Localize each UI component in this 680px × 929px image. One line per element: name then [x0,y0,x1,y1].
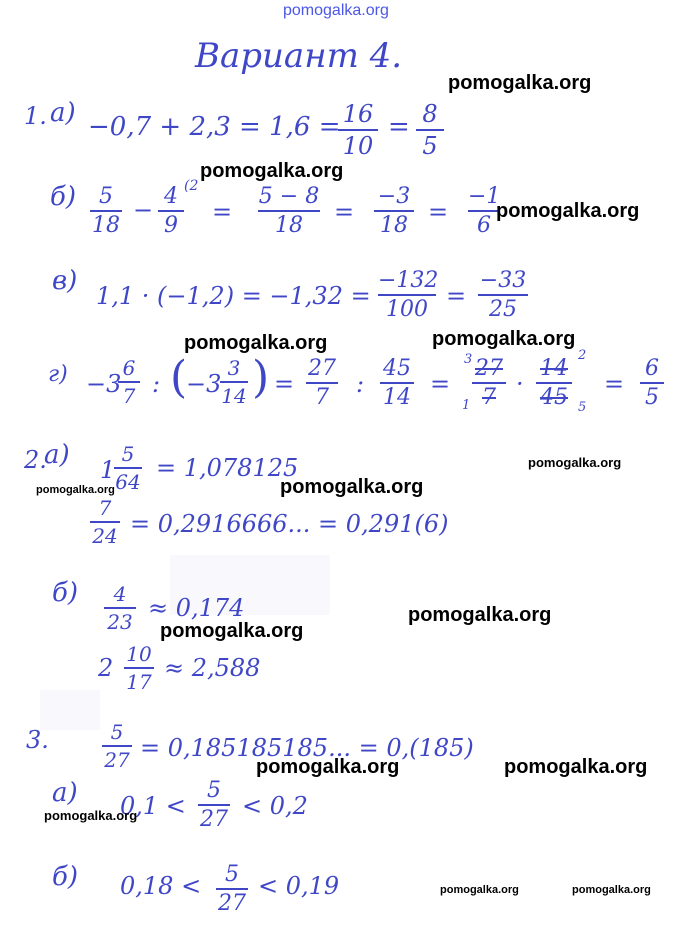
cancel-factor: 3 [464,352,473,367]
denominator: 14 [221,384,247,408]
numerator: 27 [475,356,503,381]
watermark: pomogalka.org [432,328,576,350]
task2-a-fraction-5-64 [114,442,142,494]
denominator: 9 [164,213,178,238]
task2-b-fraction-4-23 [104,582,136,634]
task3-a-fraction-5-27 [198,778,230,832]
numerator: 3 [227,356,241,380]
denominator: 5 [645,385,659,410]
task2-a-decimal-periodic: = 0,2916666... = 0,291(6) [130,510,449,538]
denominator: 18 [380,213,408,238]
task3-b-fraction-5-27 [216,862,248,916]
task3-fraction-5-27 [102,720,132,772]
cancel-factor: 1 [462,398,471,413]
division-colon: : [356,370,365,398]
numerator: 4 [113,582,127,606]
denominator: 7 [122,384,136,408]
equals-sign: = [446,282,467,310]
denominator: 24 [92,524,118,548]
numerator: 10 [126,642,152,666]
task2-b-approx-2: ≈ 2,588 [164,654,261,682]
task1-v-label: в) [52,266,78,296]
task1-g-fraction-3-14 [220,356,248,408]
task1-g-fraction-27-7 [306,356,338,410]
numerator: 5 [121,442,135,466]
fraction-bar [102,745,132,747]
equals-sign: = [430,370,451,398]
task2-number: 2. [24,446,47,474]
fraction-bar [198,804,230,806]
denominator: 18 [92,213,120,238]
denominator: 23 [107,610,133,634]
numerator: 4 [164,184,178,209]
fraction-bar [220,381,248,383]
task1-number: 1. [24,102,47,130]
task1-b-fraction-5-18 [90,184,122,238]
fraction-bar [472,382,506,384]
denominator: 7 [482,385,496,410]
denominator: 100 [386,297,428,322]
task1-b-fraction-4-9 [158,184,184,238]
denominator: 27 [200,807,228,832]
task1-g-fraction-14-45-cancelled [536,356,572,410]
fraction-bar [306,382,338,384]
fraction-bar [90,521,120,523]
numerator: 5 [207,778,221,803]
numerator: 5 − 8 [258,184,320,209]
task2-a-decimal: = 1,078125 [156,454,299,482]
fraction-bar [640,382,664,384]
numerator: 7 [98,496,112,520]
fraction-bar [90,210,122,212]
task1-v-fraction-33-25 [478,268,528,322]
fraction-bar [114,467,142,469]
numerator: 27 [308,356,336,381]
task2-b-approx-1: ≈ 0,174 [148,594,245,622]
fraction-bar [374,210,414,212]
page-title: Вариант 4. [195,36,403,76]
fraction-bar [118,381,140,383]
task1-a-expression: −0,7 + 2,3 = 1,6 = [88,112,341,142]
numerator: −1 [468,184,501,209]
denominator: 27 [104,748,130,772]
watermark: pomogalka.org [36,484,115,496]
denominator: 5 [422,132,438,160]
equals-sign: = [334,198,355,226]
task1-v-fraction-132-100 [378,268,439,322]
denominator: 10 [342,132,374,160]
equals-sign: = [428,198,449,226]
numerator: −132 [378,268,439,293]
task2-a-fraction-7-24 [90,496,120,548]
faint-grid-patch [40,690,100,730]
denominator: 25 [489,297,517,322]
denominator: 7 [315,385,329,410]
task1-b-fraction-m3-18 [374,184,414,238]
task1-g-result-6-5 [640,356,664,410]
task3-decimal-periodic: = 0,185185185... = 0,(185) [140,734,474,762]
watermark: pomogalka.org [496,200,640,222]
mixed-number-whole: −3 [186,370,222,398]
left-paren: ( [170,352,188,403]
task1-b-fraction-5-8-18 [258,184,320,238]
denominator: 27 [218,891,246,916]
multiplier-superscript: (2 [184,178,199,194]
task2-a-label: а) [44,440,70,470]
task3-number: 3. [26,726,49,754]
numerator: 5 [99,184,113,209]
watermark: pomogalka.org [572,884,651,896]
numerator: 16 [342,100,374,128]
fraction-bar [158,210,184,212]
equals-sign: = [274,370,295,398]
task1-v-expression: 1,1 · (−1,2) = −1,32 = [96,282,371,310]
denominator: 45 [540,385,568,410]
numerator: 14 [540,356,568,381]
task3-a-right: < 0,2 [242,792,308,820]
fraction-bar [104,607,136,609]
task3-a-label: а) [52,778,78,808]
top-watermark: pomogalka.org [283,2,389,19]
task1-b-label: б) [50,182,77,212]
numerator: −33 [479,268,527,293]
task1-g-fraction-27-7-cancelled [472,356,506,410]
task1-g-label: г) [48,362,68,387]
numerator: 6 [645,356,659,381]
denominator: 17 [126,670,152,694]
task1-a-label: а) [50,98,76,128]
task3-b-right: < 0,19 [258,872,340,900]
watermark: pomogalka.org [184,332,328,354]
numerator: 5 [110,720,124,744]
denominator: 18 [275,213,303,238]
multiply-dot: · [516,370,524,398]
numerator: 8 [422,100,438,128]
watermark: pomogalka.org [440,884,519,896]
denominator: 14 [383,385,411,410]
equals-sign: = [388,112,410,142]
right-paren: ) [252,352,270,403]
denominator: 6 [477,213,491,238]
fraction-bar [338,129,378,131]
watermark: pomogalka.org [528,455,622,470]
equals-sign: = [604,370,625,398]
watermark: pomogalka.org [408,604,552,626]
numerator: 6 [122,356,136,380]
fraction-bar [258,210,320,212]
fraction-bar [124,667,154,669]
watermark: pomogalka.org [256,756,400,778]
fraction-bar [216,888,248,890]
task3-a-left: 0,1 < [120,792,186,820]
minus-sign: − [133,196,154,224]
cancel-factor: 5 [578,400,587,415]
watermark: pomogalka.org [504,756,648,778]
denominator: 64 [115,470,141,494]
watermark: pomogalka.org [448,72,592,94]
task1-a-fraction-16-10 [338,100,378,160]
task2-b-fraction-10-17 [124,642,154,694]
fraction-bar [380,382,414,384]
task1-g-fraction-45-14 [380,356,414,410]
division-colon: : [152,370,161,398]
fraction-bar [378,294,436,296]
numerator: −3 [377,184,411,209]
mixed-number-whole: 1 [100,456,116,484]
task1-g-fraction-6-7 [118,356,140,408]
task3-b-label: б) [52,862,79,892]
task2-b-label: б) [52,578,79,608]
watermark: pomogalka.org [280,476,424,498]
mixed-number-whole: −3 [86,370,122,398]
task1-a-fraction-8-5 [416,100,444,160]
fraction-bar [416,129,444,131]
watermark: pomogalka.org [200,160,344,182]
mixed-number-whole: 2 [98,654,114,682]
numerator: 45 [383,356,411,381]
equals-sign: = [212,198,233,226]
watermark: pomogalka.org [44,808,138,823]
numerator: 5 [225,862,239,887]
fraction-bar [478,294,528,296]
task3-b-left: 0,18 < [120,872,202,900]
fraction-bar [536,382,572,384]
watermark: pomogalka.org [160,620,304,642]
cancel-factor: 2 [578,348,587,363]
